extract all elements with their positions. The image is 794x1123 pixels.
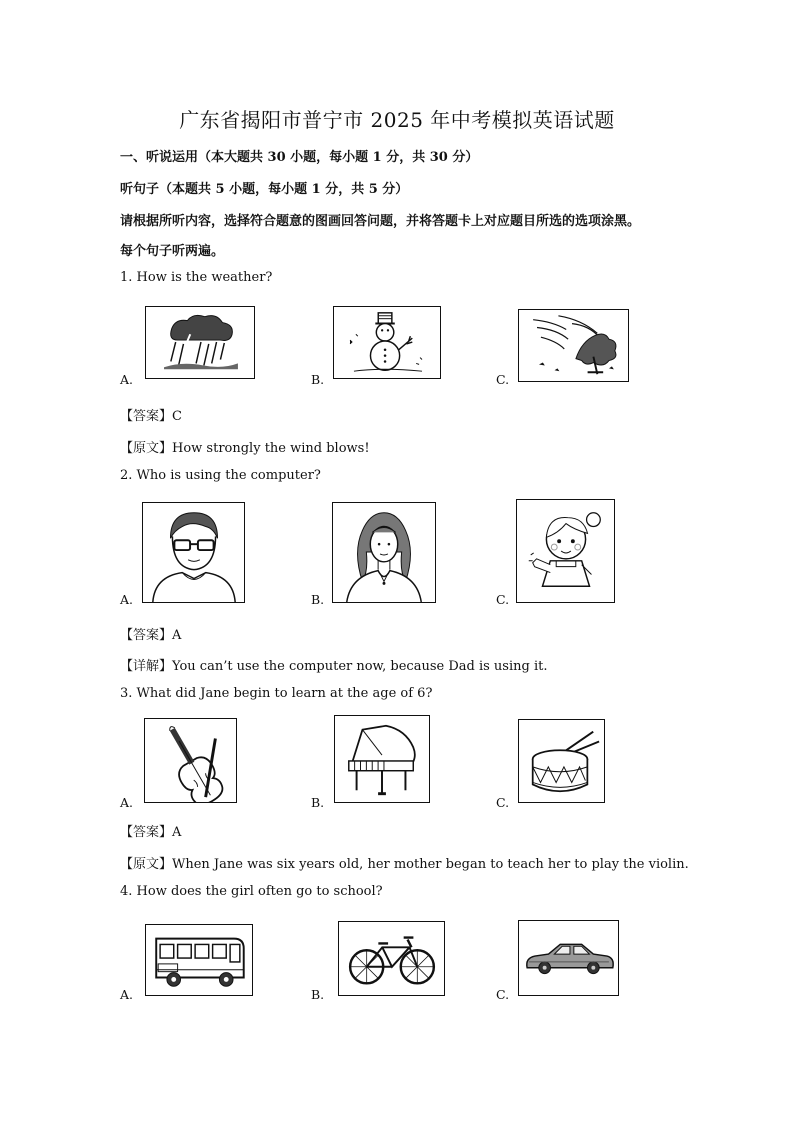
option-3c-label: C. (496, 795, 510, 810)
option-4b-image[interactable] (338, 921, 445, 996)
option-3a-image[interactable] (144, 718, 237, 803)
option-2b-label: B. (311, 592, 325, 607)
option-4a-image[interactable] (145, 924, 253, 996)
option-2c-label: C. (496, 592, 510, 607)
option-3c-image[interactable] (518, 719, 605, 803)
answer-1: 【答案】C (120, 409, 182, 424)
option-3a-label: A. (120, 795, 134, 810)
option-3b-label: B. (311, 795, 325, 810)
answer-3: 【答案】A (120, 825, 182, 840)
question-3-stem: 3. What did Jane begin to learn at the age of 6? (120, 686, 433, 701)
man-with-glasses-icon (143, 503, 244, 602)
answer-2: 【答案】A (120, 628, 182, 643)
instruction-line-1: 请根据所听内容，选择符合题意的图画回答问题，并将答题卡上对应题目所选的选项涂黑。 (120, 214, 641, 229)
question-4-stem: 4. How does the girl often go to school? (120, 884, 383, 899)
question-2-stem: 2. Who is using the computer? (120, 468, 321, 483)
option-4c-image[interactable] (518, 920, 619, 996)
explanation-1: 【原文】How strongly the wind blows! (120, 441, 370, 456)
option-1c-image[interactable] (518, 309, 629, 382)
question-1-stem: 1. How is the weather? (120, 270, 273, 285)
page-title: 广东省揭阳市普宁市 2025 年中考模拟英语试题 (179, 108, 615, 132)
woman-icon (333, 503, 435, 602)
option-2c-image[interactable] (516, 499, 615, 603)
section-heading: 一、听说运用（本大题共 30 小题，每小题 1 分，共 30 分） (120, 150, 479, 165)
option-1c-label: C. (496, 372, 510, 387)
rain-storm-icon (146, 307, 254, 378)
option-3b-image[interactable] (334, 715, 430, 803)
option-2a-label: A. (120, 592, 134, 607)
drum-icon (519, 720, 604, 802)
option-2a-image[interactable] (142, 502, 245, 603)
option-1a-label: A. (120, 372, 134, 387)
option-1b-label: B. (311, 372, 325, 387)
windy-tree-icon (519, 310, 628, 381)
car-icon (519, 921, 618, 995)
bus-icon (146, 925, 252, 995)
little-girl-icon (517, 500, 614, 602)
bicycle-icon (339, 922, 444, 995)
subsection-heading: 听句子（本题共 5 小题，每小题 1 分，共 5 分） (120, 182, 409, 197)
violin-icon (145, 719, 236, 802)
option-4c-label: C. (496, 987, 510, 1002)
option-2b-image[interactable] (332, 502, 436, 603)
piano-icon (335, 716, 429, 802)
snowman-icon (334, 307, 440, 378)
option-1a-image[interactable] (145, 306, 255, 379)
explanation-3: 【原文】When Jane was six years old, her mother began to teach her to play the violin. (120, 857, 689, 872)
instruction-line-2: 每个句子听两遍。 (120, 244, 225, 259)
option-1b-image[interactable] (333, 306, 441, 379)
option-4b-label: B. (311, 987, 325, 1002)
option-4a-label: A. (120, 987, 134, 1002)
explanation-2: 【详解】You can’t use the computer now, because Dad is using it. (120, 659, 548, 674)
